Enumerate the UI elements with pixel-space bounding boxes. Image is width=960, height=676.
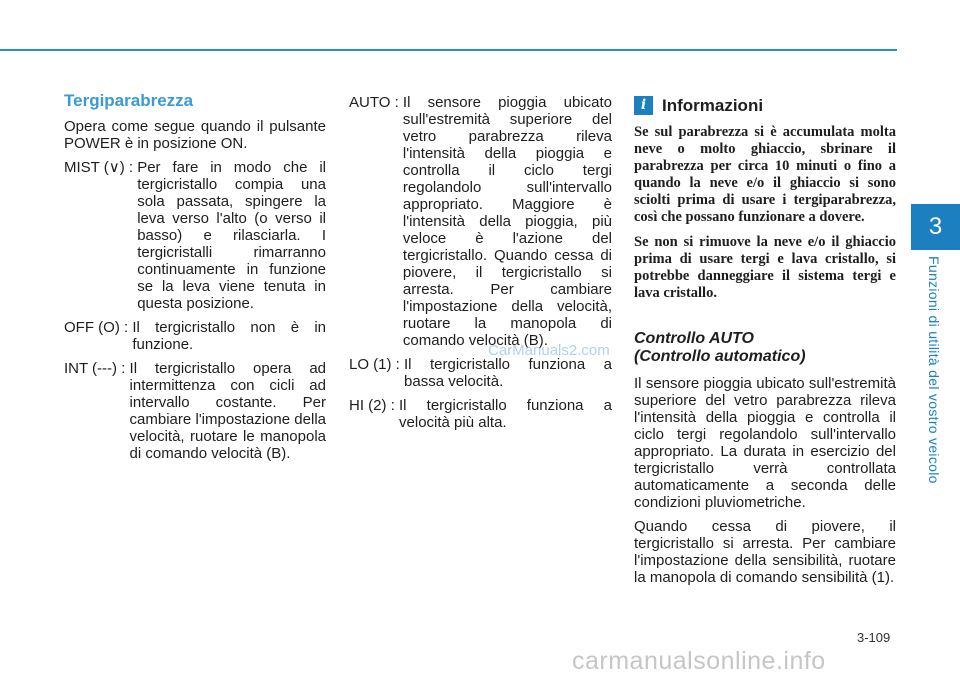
definition-term: INT (---) : <box>64 360 130 377</box>
intro-text: Opera come segue quando il pulsante POWER è in posizione ON. <box>64 118 326 152</box>
definition-item <box>64 159 326 312</box>
definition-desc: Il tergicristallo opera ad intermittenza con cicli ad intervallo costante. Per cambiare l'impostazione della velocità, ruotare le manopola di comando velocità (B). <box>129 360 326 462</box>
section-title: Tergiparabrezza <box>64 91 194 110</box>
info-header <box>634 96 896 115</box>
watermark: CarManuals2.com <box>488 342 610 359</box>
info-icon: i <box>634 96 653 115</box>
body-paragraph: Il sensore pioggia ubicato sull'estremità superiore del vetro parabrezza rileva l'intensità della pioggia e controlla il ciclo tergi regolandolo sull'intervallo appropriato. La durata in esercizio del tergicristallo verrà controllata automaticamente a seconda delle condizioni pluviometriche. <box>634 375 896 511</box>
definition-desc: Il tergicristallo funziona a velocità più alta. <box>399 397 612 431</box>
middle-column <box>349 94 612 438</box>
definition-item <box>64 319 326 353</box>
chapter-title: Funzioni di utilità del vostro veicolo <box>926 256 942 484</box>
info-paragraph: Se sul parabrezza si è accumulata molta neve o molto ghiaccio, sbrinare il parabrezza per circa 10 minuti o fino a quando la neve e/o il ghiaccio si sono sciolti prima di usare i tergiparabrezza, così che possano funzionare a dovere. <box>634 124 896 225</box>
definition-desc: Il tergicristallo funziona a bassa velocità. <box>404 356 612 390</box>
definition-term: MIST (∨) : <box>64 159 138 176</box>
definition-term: LO (1) : <box>349 356 405 373</box>
definition-desc: Il tergicristallo non è in funzione. <box>132 319 326 353</box>
left-column <box>64 92 326 469</box>
footer-watermark: carmanualsonline.info <box>572 647 826 675</box>
chapter-number-tab: 3 <box>911 204 960 250</box>
subsection-title-line: Controllo AUTO <box>634 330 754 347</box>
definition-item <box>349 94 612 349</box>
header-rule <box>0 49 897 51</box>
definition-term: HI (2) : <box>349 397 400 414</box>
body-paragraph: Quando cessa di piovere, il tergicristallo si arresta. Per cambiare l'impostazione della sensibilità, ruotare la manopola di comando sensibilità (1). <box>634 518 896 586</box>
definition-desc: Per fare in modo che il tergicristallo compia una sola passata, spingere la leva verso l'alto (o verso il basso) e rilasciarla. I tergicristalli rimarranno continuamente in funzione se la leva viene tenuta in questa posizione. <box>137 159 326 312</box>
right-column <box>634 96 896 593</box>
definition-desc: Il sensore pioggia ubicato sull'estremità superiore del vetro parabrezza rileva l'intensità della pioggia e controlla il ciclo tergi regolandolo sull'intervallo appropriato. Maggiore è l'intensità della pioggia, più veloce è l'azione del tergicristallo. Quando cessa di piovere, il tergicristallo si arresta. Per cambiare l'impostazione della velocità, ruotare la manopola di comando velocità (B). <box>402 94 612 349</box>
subsection-title <box>634 330 896 366</box>
definition-item <box>349 356 612 390</box>
definition-term: AUTO : <box>349 94 403 111</box>
subsection-title-line: (Controllo automatico) <box>634 348 806 365</box>
definition-term: OFF (O) : <box>64 319 133 336</box>
info-title: Informazioni <box>662 96 764 115</box>
page-number: 3-109 <box>857 630 891 645</box>
definition-item <box>64 360 326 462</box>
definition-item <box>349 397 612 431</box>
info-paragraph: Se non si rimuove la neve e/o il ghiaccio prima di usare tergi e lava cristallo, si potrebbe danneggiare il sistema tergi e lava cristallo. <box>634 234 896 301</box>
